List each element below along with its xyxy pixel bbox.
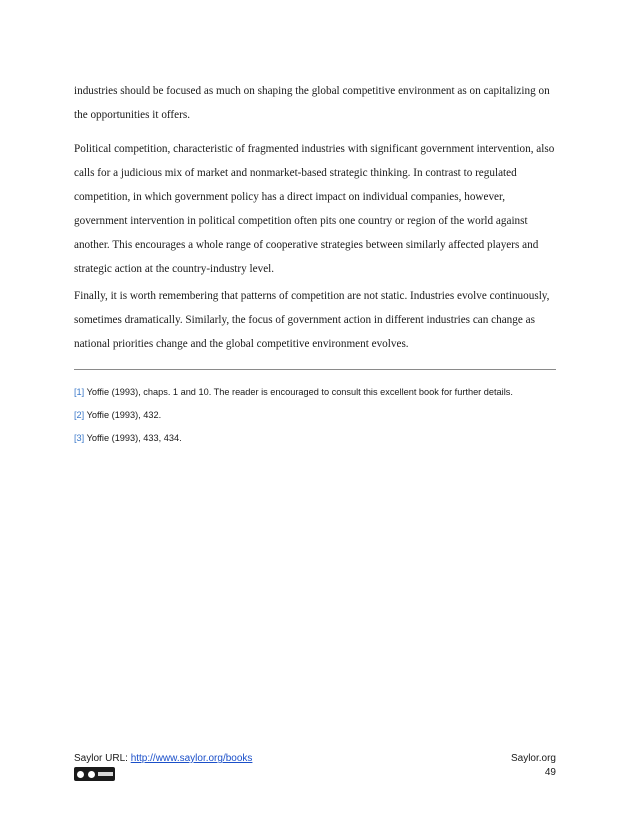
body-paragraph-1: industries should be focused as much on shaping the global competitive environment as on capitalizing on the opportunities it offers. (74, 85, 550, 121)
footnote-3 (74, 431, 560, 445)
footnote-2 (74, 408, 560, 422)
footnote-text-2: Yoffie (1993), 432. (84, 410, 162, 420)
footer-site: Saylor.org (510, 753, 556, 764)
footer-url-link[interactable]: http://www.saylor.org/books (130, 753, 253, 764)
footnote-ref-2[interactable]: [2] (74, 410, 85, 420)
creative-commons-badge-icon[interactable] (74, 767, 115, 781)
footnote-1 (74, 385, 560, 399)
cc-circle-icon (76, 770, 85, 779)
license-bar-icon (98, 772, 113, 776)
footnote-text-3: Yoffie (1993), 433, 434. (84, 433, 182, 443)
footer-url (74, 752, 252, 766)
body-paragraph-2: Political competition, characteristic of fragmented industries with significant government intervention, also calls for a judicious mix of market and nonmarket-based strategic thinking. In contrast to regulated competition, in which government policy has a direct impact on individual companies, however, government intervention in political competition often pits one country or region of the world against another. This encourages a whole range of cooperative strategies between similarly affected players and strategic action at the country-industry level. (74, 143, 555, 275)
footnote-ref-3[interactable]: [3] (74, 433, 85, 443)
footnote-divider (74, 369, 556, 370)
footnote-text-1: Yoffie (1993), chaps. 1 and 10. The reader is encouraged to consult this excellent book for further details. (84, 387, 513, 397)
footnote-ref-1[interactable]: [1] (74, 387, 85, 397)
by-circle-icon (87, 770, 96, 779)
footer-page-info (511, 752, 556, 780)
body-paragraph-3: Finally, it is worth remembering that patterns of competition are not static. Industries evolve continuously, sometimes dramatically. Similarly, the focus of government action in different industries can change as national priorities change and the global competitive environment evolves. (74, 290, 550, 350)
page-number: 49 (544, 767, 556, 778)
footer-url-label: Saylor URL: (74, 753, 131, 764)
